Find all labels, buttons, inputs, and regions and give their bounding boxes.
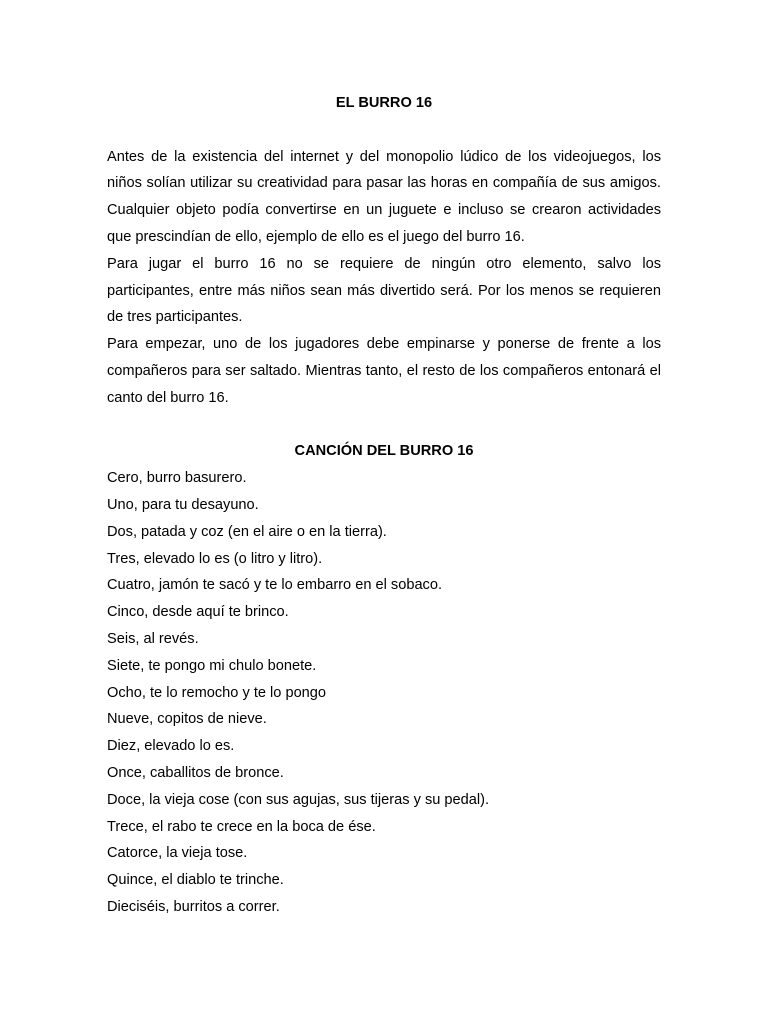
song-line: Once, caballitos de bronce. <box>107 764 284 781</box>
intro-paragraph-3: Para empezar, uno de los jugadores debe empinarse y ponerse de frente a los compañeros para ser saltado. Mientras tanto, el resto de los compañeros entonará el canto del burro 16. <box>107 336 661 406</box>
spacer <box>107 117 661 144</box>
song-title: CANCIÓN DEL BURRO 16 <box>294 443 474 460</box>
song-line: Tres, elevado lo es (o litro y litro). <box>107 550 323 567</box>
song-lines-list <box>107 465 661 921</box>
song-line: Diez, elevado lo es. <box>107 738 235 755</box>
song-line: Quince, el diablo te trinche. <box>107 872 284 889</box>
song-line: Siete, te pongo mi chulo bonete. <box>107 657 317 674</box>
spacer <box>107 412 661 439</box>
song-line: Dieciséis, burritos a correr. <box>107 898 280 915</box>
document-body <box>107 90 661 921</box>
song-line: Cero, burro basurero. <box>107 470 247 487</box>
intro-paragraph-1: Antes de la existencia del internet y del monopolio lúdico de los videojuegos, los niños solían utilizar su creatividad para pasar las horas en compañía de sus amigos. Cualquier objeto podía convertirse en un juguete e incluso se crearon actividades que prescindían de ello, ejemplo de ello es el juego del burro 16. <box>107 148 661 245</box>
intro-paragraph-2: Para jugar el burro 16 no se requiere de ningún otro elemento, salvo los participantes, entre más niños sean más divertido será. Por los menos se requieren de tres participantes. <box>107 255 661 326</box>
document-title: EL BURRO 16 <box>335 95 433 111</box>
song-line: Ocho, te lo remocho y te lo pongo <box>107 684 327 701</box>
song-line: Nueve, copitos de nieve. <box>107 711 267 728</box>
song-line: Cuatro, jamón te sacó y te lo embarro en el sobaco. <box>107 577 443 594</box>
song-line: Cinco, desde aquí te brinco. <box>107 604 289 621</box>
song-line: Seis, al revés. <box>107 630 199 647</box>
song-line: Uno, para tu desayuno. <box>107 496 259 513</box>
song-line: Dos, patada y coz (en el aire o en la tierra). <box>107 523 387 540</box>
song-line: Catorce, la vieja tose. <box>107 845 248 862</box>
song-line: Doce, la vieja cose (con sus agujas, sus tijeras y su pedal). <box>107 791 490 808</box>
song-line: Trece, el rabo te crece en la boca de ése. <box>107 818 376 835</box>
